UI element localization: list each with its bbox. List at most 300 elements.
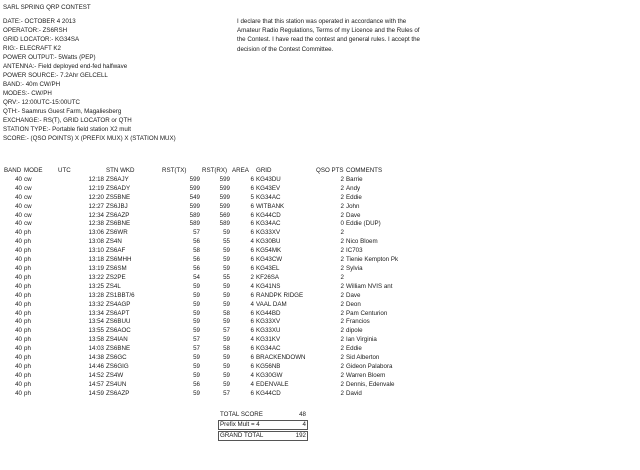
declaration-line: Amateur Radio Regulations, Terms of my Licence and the Rules of <box>237 27 420 35</box>
cell-rst-tx: 56 <box>193 256 200 264</box>
cell-stn-wkd: ZS6AJY <box>106 175 129 183</box>
cell-grid: KG43CW <box>256 256 283 264</box>
cell-stn-wkd: ZS6ADY <box>106 184 131 192</box>
cell-mode: cw <box>24 211 32 219</box>
cell-grid: VAAL DAM <box>256 300 287 308</box>
cell-mode: ph <box>24 291 31 299</box>
cell-mode: ph <box>24 362 31 370</box>
cell-rst-rx: 59 <box>223 354 230 362</box>
cell-utc: 13:18 <box>88 256 104 264</box>
cell-rst-tx: 599 <box>189 202 200 210</box>
cell-band: 40 <box>15 175 22 183</box>
cell-comments: David <box>346 389 362 397</box>
cell-rst-tx: 589 <box>189 211 200 219</box>
cell-rst-tx: 57 <box>193 345 200 353</box>
cell-rst-tx: 59 <box>193 389 200 397</box>
cell-grid: KF26SA <box>256 273 280 281</box>
cell-rst-rx: 57 <box>223 389 230 397</box>
table-row <box>3 238 415 247</box>
cell-rst-tx: 599 <box>189 175 200 183</box>
table-row <box>3 265 415 274</box>
cell-utc: 12:18 <box>88 175 104 183</box>
cell-band: 40 <box>15 327 22 335</box>
qso-log-table <box>3 167 415 399</box>
cell-band: 40 <box>15 336 22 344</box>
cell-area: 5 <box>250 193 254 201</box>
cell-area: 6 <box>250 327 254 335</box>
cell-band: 40 <box>15 389 22 397</box>
cell-grid: BRACKENDOWN <box>256 354 306 362</box>
cell-grid: RANDPK RIDGE <box>256 291 304 299</box>
cell-grid: KG33XV <box>256 229 281 237</box>
cell-grid: KG43EL <box>256 264 280 272</box>
cell-grid: KG44CD <box>256 211 281 219</box>
cell-comments <box>345 229 415 238</box>
cell-stn-wkd: ZS6MHH <box>106 256 132 264</box>
cell-qso-pts: 2 <box>340 184 344 192</box>
cell-comments: Barrie <box>346 175 363 183</box>
cell-area: 6 <box>250 309 254 317</box>
cell-comments: IC703 <box>346 247 363 255</box>
prefix-mult-value: 4 <box>302 421 306 428</box>
cell-mode: cw <box>24 193 32 201</box>
cell-grid: KG43EV <box>256 184 281 192</box>
cell-mode: ph <box>24 354 31 362</box>
declaration-text <box>237 17 487 54</box>
cell-rst-tx: 599 <box>189 184 200 192</box>
cell-rst-tx: 589 <box>189 220 200 228</box>
cell-qso-pts: 2 <box>340 336 344 344</box>
cell-utc: 14:46 <box>88 362 104 370</box>
cell-stn-wkd: ZS4L <box>106 282 121 290</box>
header-line-power-source: POWER SOURCE:- 7.2Ahr GELCELL <box>3 72 108 79</box>
table-row <box>3 292 415 301</box>
table-row <box>3 301 415 310</box>
cell-area: 6 <box>250 291 254 299</box>
cell-qso-pts: 2 <box>340 238 344 246</box>
cell-area: 4 <box>250 371 254 379</box>
cell-band: 40 <box>15 362 22 370</box>
cell-comments: Eddie <box>346 345 362 353</box>
cell-utc: 13:32 <box>88 300 104 308</box>
cell-area: 6 <box>250 220 254 228</box>
cell-mode: ph <box>24 300 31 308</box>
cell-band: 40 <box>15 371 22 379</box>
cell-rst-rx: 55 <box>223 273 230 281</box>
cell-rst-tx: 54 <box>193 273 200 281</box>
cell-mode: ph <box>24 264 31 272</box>
header-line-power-output: POWER OUTPUT:- 5Watts (PEP) <box>3 54 96 61</box>
cell-rst-tx: 59 <box>193 291 200 299</box>
cell-utc: 14:38 <box>88 354 104 362</box>
header-qso-pts: QSO PTS <box>316 167 344 174</box>
cell-mode: ph <box>24 273 31 281</box>
table-row <box>3 363 415 372</box>
cell-comments: Eddie (DUP) <box>346 220 381 228</box>
cell-qso-pts: 2 <box>340 291 344 299</box>
cell-qso-pts: 2 <box>340 327 344 335</box>
cell-stn-wkd: ZS6AF <box>106 247 126 255</box>
cell-rst-rx: 59 <box>223 371 230 379</box>
prefix-mult-label: Prefix Mult = 4 <box>220 421 260 428</box>
cell-grid: KG31KV <box>256 336 281 344</box>
cell-rst-tx: 56 <box>193 238 200 246</box>
cell-grid: KG44CD <box>256 389 281 397</box>
cell-rst-rx: 58 <box>223 345 230 353</box>
header-line-score: SCORE:- (QSO POINTS) X (PREFIX MUX) X (STATION MUX) <box>3 135 176 142</box>
cell-band: 40 <box>15 345 22 353</box>
table-row <box>3 381 415 390</box>
cell-stn-wkd: ZS4UN <box>106 380 127 388</box>
cell-grid: EDENVALE <box>256 380 289 388</box>
table-row <box>3 212 415 221</box>
cell-rst-rx: 59 <box>223 318 230 326</box>
cell-grid: KG33XV <box>256 318 281 326</box>
table-row <box>3 354 415 363</box>
cell-qso-pts: 2 <box>340 175 344 183</box>
cell-stn-wkd: ZS4IAN <box>106 336 128 344</box>
header-rst-rx: RST(RX) <box>202 167 228 174</box>
cell-band: 40 <box>15 211 22 219</box>
cell-rst-tx: 56 <box>193 380 200 388</box>
header-mode: MODE <box>24 167 43 174</box>
cell-rst-rx: 59 <box>223 264 230 272</box>
cell-utc: 13:25 <box>88 282 104 290</box>
cell-stn-wkd: ZS6AOC <box>106 327 131 335</box>
header-area: AREA <box>232 167 249 174</box>
table-row <box>3 176 415 185</box>
cell-band: 40 <box>15 354 22 362</box>
cell-mode: cw <box>24 175 32 183</box>
cell-rst-tx: 57 <box>193 336 200 344</box>
cell-comments: dipole <box>346 327 363 335</box>
cell-qso-pts: 2 <box>340 264 344 272</box>
table-row <box>3 310 415 319</box>
cell-rst-rx: 58 <box>223 309 230 317</box>
cell-band: 40 <box>15 256 22 264</box>
cell-comments: Eddie <box>346 193 362 201</box>
cell-qso-pts: 2 <box>340 256 344 264</box>
cell-utc: 13:19 <box>88 264 104 272</box>
cell-utc: 13:55 <box>88 327 104 335</box>
table-row <box>3 229 415 238</box>
declaration-line: decision of the Contest Committee. <box>237 45 334 53</box>
cell-rst-tx: 59 <box>193 354 200 362</box>
cell-rst-tx: 59 <box>193 309 200 317</box>
cell-grid: KG30BU <box>256 238 281 246</box>
cell-utc: 12:20 <box>88 193 104 201</box>
cell-band: 40 <box>15 184 22 192</box>
cell-mode: ph <box>24 282 31 290</box>
cell-band: 40 <box>15 282 22 290</box>
cell-rst-rx: 59 <box>223 300 230 308</box>
cell-utc: 13:34 <box>88 309 104 317</box>
cell-comments: John <box>346 202 360 210</box>
cell-stn-wkd: ZS6BNE <box>106 345 131 353</box>
header-grid: GRID <box>256 167 272 174</box>
header-line-operator: OPERATOR:- ZS6RSH <box>3 27 68 34</box>
cell-mode: ph <box>24 389 31 397</box>
cell-rst-rx: 59 <box>223 291 230 299</box>
cell-mode: ph <box>24 229 31 237</box>
cell-utc: 13:08 <box>88 238 104 246</box>
cell-comments: Francios <box>346 318 370 326</box>
cell-grid: KG30GW <box>256 371 283 379</box>
cell-utc: 12:27 <box>88 202 104 210</box>
total-score-label: TOTAL SCORE <box>220 411 263 418</box>
cell-area: 4 <box>250 300 254 308</box>
table-row <box>3 247 415 256</box>
cell-qso-pts: 2 <box>340 318 344 326</box>
contest-title: SARL SPRING QRP CONTEST <box>3 4 91 11</box>
declaration-line: the Contest. I have read the contest and general rules. I accept the <box>237 36 420 44</box>
cell-mode: ph <box>24 247 31 255</box>
cell-rst-rx: 55 <box>223 238 230 246</box>
table-row <box>3 283 415 292</box>
cell-rst-tx: 59 <box>193 327 200 335</box>
cell-rst-rx: 599 <box>219 193 230 201</box>
cell-qso-pts: 2 <box>340 362 344 370</box>
cell-rst-tx: 56 <box>193 264 200 272</box>
cell-rst-tx: 58 <box>193 247 200 255</box>
grand-total-value: 192 <box>295 432 306 439</box>
cell-qso-pts: 2 <box>340 211 344 219</box>
cell-utc: 13:06 <box>88 229 104 237</box>
cell-rst-rx: 57 <box>223 327 230 335</box>
header-utc: UTC <box>58 167 71 174</box>
cell-mode: ph <box>24 256 31 264</box>
cell-rst-rx: 599 <box>219 202 230 210</box>
header-line-qth: QTH:- Saamrus Guest Farm, Magaliesberg <box>3 108 122 115</box>
cell-comments: Andy <box>346 184 361 192</box>
cell-area: 6 <box>250 247 254 255</box>
cell-band: 40 <box>15 193 22 201</box>
cell-band: 40 <box>15 247 22 255</box>
cell-mode: ph <box>24 309 31 317</box>
table-row <box>3 327 415 336</box>
cell-utc: 14:59 <box>88 389 104 397</box>
cell-qso-pts: 0 <box>340 220 344 228</box>
table-row <box>3 194 415 203</box>
cell-area: 6 <box>250 318 254 326</box>
header-line-modes: MODES:- CW/PH <box>3 90 52 97</box>
declaration-line: I declare that this station was operated in accordance with the <box>237 18 407 25</box>
cell-comments: Sid Alberton <box>346 354 380 362</box>
cell-stn-wkd: ZS6APT <box>106 309 130 317</box>
cell-qso-pts: 2 <box>340 371 344 379</box>
header-line-antenna: ANTENNA:- Field deployed end-fed halfwave <box>3 63 128 70</box>
cell-rst-tx: 59 <box>193 300 200 308</box>
header-line-rig: RIG:- ELECRAFT K2 <box>3 45 61 52</box>
cell-stn-wkd: ZS6BUU <box>106 318 131 326</box>
header-line-qrv: QRV:- 12:00UTC-15:00UTC <box>3 99 81 106</box>
cell-stn-wkd: ZS6GC <box>106 354 127 362</box>
cell-utc: 13:28 <box>88 291 104 299</box>
cell-stn-wkd: ZS5BNE <box>106 193 131 201</box>
cell-comments: Warren Bloem <box>346 371 386 379</box>
cell-utc: 12:34 <box>88 211 104 219</box>
cell-band: 40 <box>15 309 22 317</box>
cell-comments: Gideon Palabora <box>346 362 393 370</box>
cell-comments: Dave <box>346 211 361 219</box>
cell-rst-tx: 59 <box>193 282 200 290</box>
cell-utc: 14:03 <box>88 345 104 353</box>
header-line-grid-locator: GRID LOCATOR:- KG34SA <box>3 36 80 43</box>
cell-rst-tx: 59 <box>193 362 200 370</box>
cell-band: 40 <box>15 202 22 210</box>
cell-mode: ph <box>24 327 31 335</box>
cell-mode: cw <box>24 202 32 210</box>
cell-rst-rx: 59 <box>223 256 230 264</box>
table-row <box>3 220 415 229</box>
table-row <box>3 390 415 399</box>
grand-total-label: GRAND TOTAL <box>220 432 264 439</box>
cell-rst-rx: 59 <box>223 336 230 344</box>
cell-rst-rx: 59 <box>223 380 230 388</box>
cell-band: 40 <box>15 238 22 246</box>
header-comments: COMMENTS <box>346 167 383 174</box>
cell-comments <box>345 274 415 283</box>
cell-qso-pts: 2 <box>340 202 344 210</box>
cell-stn-wkd: ZS6AZP <box>106 389 130 397</box>
cell-comments: Tienie Kempton Pk <box>346 256 399 264</box>
cell-stn-wkd: ZS4AGP <box>106 300 131 308</box>
cell-area: 6 <box>250 175 254 183</box>
cell-qso-pts: 2 <box>340 247 344 255</box>
table-row <box>3 274 415 283</box>
cell-rst-rx: 59 <box>223 282 230 290</box>
cell-band: 40 <box>15 300 22 308</box>
cell-grid: KG56NB <box>256 362 281 370</box>
cell-stn-wkd: ZS1BBT/6 <box>106 291 135 299</box>
cell-mode: ph <box>24 371 31 379</box>
cell-mode: ph <box>24 238 31 246</box>
cell-qso-pts: 2 <box>340 354 344 362</box>
cell-area: 6 <box>250 345 254 353</box>
cell-grid: KG44BD <box>256 309 281 317</box>
cell-band: 40 <box>15 229 22 237</box>
cell-qso-pts: 2 <box>340 389 344 397</box>
cell-area: 6 <box>250 389 254 397</box>
cell-band: 40 <box>15 220 22 228</box>
header-band: BAND <box>4 167 22 174</box>
cell-band: 40 <box>15 291 22 299</box>
cell-comments: Deon <box>346 300 361 308</box>
cell-stn-wkd: ZS4W <box>106 371 124 379</box>
cell-mode: ph <box>24 345 31 353</box>
cell-comments: Ian Virginia <box>346 336 377 344</box>
cell-utc: 12:38 <box>88 220 104 228</box>
cell-rst-rx: 599 <box>219 175 230 183</box>
cell-mode: ph <box>24 336 31 344</box>
cell-rst-rx: 59 <box>223 362 230 370</box>
cell-utc: 14:52 <box>88 371 104 379</box>
cell-utc: 13:22 <box>88 273 104 281</box>
table-row <box>3 185 415 194</box>
cell-comments: Nico Bloem <box>346 238 378 246</box>
cell-stn-wkd: ZS6BNE <box>106 220 131 228</box>
cell-area: 6 <box>250 264 254 272</box>
cell-qso-pts: 2 <box>340 273 344 281</box>
cell-rst-rx: 59 <box>223 247 230 255</box>
table-header-row <box>3 167 415 176</box>
cell-utc: 13:58 <box>88 336 104 344</box>
cell-area: 6 <box>250 362 254 370</box>
cell-grid: KG41NS <box>256 282 281 290</box>
header-stn-wkd: STN WKD <box>106 167 135 174</box>
cell-area: 4 <box>250 238 254 246</box>
cell-rst-tx: 57 <box>193 229 200 237</box>
cell-area: 6 <box>250 211 254 219</box>
cell-rst-rx: 569 <box>219 211 230 219</box>
cell-utc: 13:10 <box>88 247 104 255</box>
cell-band: 40 <box>15 380 22 388</box>
cell-grid: KG34AC <box>256 193 281 201</box>
cell-area: 6 <box>250 202 254 210</box>
cell-utc: 13:54 <box>88 318 104 326</box>
cell-grid: KG34AC <box>256 220 281 228</box>
cell-area: 6 <box>250 256 254 264</box>
cell-area: 2 <box>250 273 254 281</box>
cell-qso-pts: 2 <box>340 229 344 237</box>
cell-stn-wkd: ZS6SM <box>106 264 127 272</box>
cell-rst-rx: 599 <box>219 184 230 192</box>
table-row <box>3 203 415 212</box>
cell-mode: cw <box>24 220 32 228</box>
cell-comments: Dave <box>346 291 361 299</box>
table-row <box>3 336 415 345</box>
cell-rst-rx: 589 <box>219 220 230 228</box>
table-row <box>3 318 415 327</box>
cell-comments: Sylvia <box>346 264 363 272</box>
header-line-station-type: STATION TYPE:- Portable field station X2 mult <box>3 126 131 133</box>
cell-qso-pts: 2 <box>340 345 344 353</box>
header-rst-tx: RST(TX) <box>162 167 187 174</box>
cell-mode: ph <box>24 318 31 326</box>
cell-stn-wkd: ZS2PE <box>106 273 126 281</box>
cell-rst-tx: 59 <box>193 318 200 326</box>
cell-qso-pts: 2 <box>340 193 344 201</box>
cell-comments: Dennis, Edenvale <box>346 380 395 388</box>
cell-rst-rx: 59 <box>223 229 230 237</box>
cell-stn-wkd: ZS6GIG <box>106 362 129 370</box>
cell-band: 40 <box>15 264 22 272</box>
table-row <box>3 256 415 265</box>
total-score-value: 48 <box>299 411 306 418</box>
cell-mode: ph <box>24 380 31 388</box>
cell-stn-wkd: ZS6WR <box>106 229 128 237</box>
cell-area: 6 <box>250 354 254 362</box>
cell-stn-wkd: ZS6JBJ <box>106 202 128 210</box>
cell-qso-pts: 2 <box>340 300 344 308</box>
cell-grid: KG54MK <box>256 247 282 255</box>
cell-qso-pts: 2 <box>340 309 344 317</box>
cell-comments: William NVIS ant <box>346 282 393 290</box>
cell-band: 40 <box>15 318 22 326</box>
cell-qso-pts: 2 <box>340 282 344 290</box>
cell-grid: WITBANK <box>256 202 285 210</box>
header-line-band: BAND:- 40m CW/PH <box>3 81 61 88</box>
table-row <box>3 372 415 381</box>
cell-stn-wkd: ZS6AZP <box>106 211 130 219</box>
cell-area: 6 <box>250 229 254 237</box>
cell-rst-tx: 549 <box>189 193 200 201</box>
header-line-date: DATE:- OCTOBER 4 2013 <box>3 18 76 25</box>
cell-utc: 14:57 <box>88 380 104 388</box>
cell-area: 4 <box>250 282 254 290</box>
cell-stn-wkd: ZS4N <box>106 238 122 246</box>
cell-area: 4 <box>250 380 254 388</box>
